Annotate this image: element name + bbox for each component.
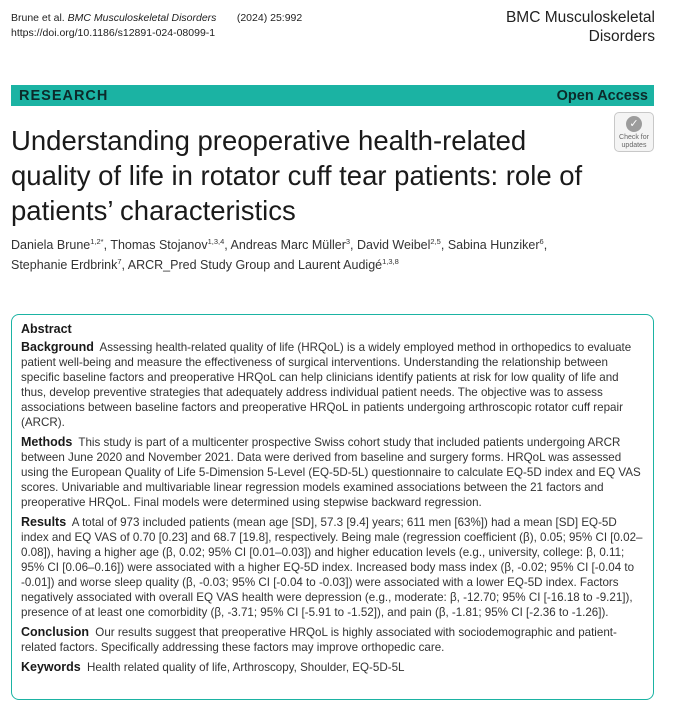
citation [11, 11, 302, 41]
author-affiliation: 1,2* [90, 237, 104, 246]
check-for-updates-button[interactable] [614, 112, 654, 152]
author[interactable]: Sabina Hunziker$^6$ [447, 237, 544, 252]
journal-name [506, 8, 655, 46]
author-list: Daniela Brune$^{1,2*}$, Thomas Stojanov$^{1,3,4}$, Andreas Marc Müller$^3$, David Weibel$^{2,5}$, Sabina Hunziker$^6$, Stephanie Erdbrink$^7$, ARCR_Pred Study Group and Laurent Audigé$^{1,3,8}$ [11, 237, 548, 272]
section-heading: Methods [21, 435, 73, 449]
abstract-conclusion [21, 625, 645, 655]
article-title: Understanding preoperative health-related quality of life in rotator cuff tear patients: role of patients’ characteristics [11, 125, 583, 226]
author[interactable]: David Weibel$^{2,5}$ [357, 237, 441, 252]
journal-name-line1: BMC Musculoskeletal [505, 9, 655, 26]
abstract-heading: Abstract [21, 322, 72, 336]
author-affiliation: 1,3,4 [207, 237, 225, 246]
section-heading: Background [21, 340, 94, 354]
section-text: Health related quality of life, Arthroscopy, Shoulder, EQ-5D-5L [86, 661, 405, 674]
author-affiliation: 3 [345, 237, 351, 246]
author[interactable]: Andreas Marc Müller$^3$ [230, 237, 351, 252]
abstract-results [21, 515, 645, 620]
citation-volume: (2024) 25:992 [236, 12, 303, 24]
doi-link[interactable]: https://doi.org/10.1186/s12891-024-08099-1 [11, 27, 216, 39]
check-for-updates-icon: ✓ [626, 116, 642, 132]
author-affiliation: 7 [117, 256, 122, 266]
abstract-background [21, 340, 645, 430]
abstract-box [11, 314, 654, 700]
abstract-methods [21, 435, 645, 510]
section-text: This study is part of a multicenter prospective Swiss cohort study that included patients undergoing ARCR between June 2020 and November 2021. Data were derived from baseline and surgery forms. HRQoL was assessed using the European Quality of Life 5-Dimension 5-Level (EQ-5D-5L) questionnaire to calculate EQ-5D index and EQ VAS scores. Univariable and multivariable linear regression models examined associations between the 21 factors and preoperative HRQoL. Final models were determined using stepwise backward regression. [21, 436, 641, 509]
citation-journal: BMC Musculoskeletal Disorders [67, 12, 217, 24]
section-text: A total of 973 included patients (mean age [SD], 57.3 [9.4] years; 611 men [63%]) had a mean [SD] EQ-5D index and EQ VAS of 0.70 [0.23] and 68.7 [19.8], respectively. Being male (regression coefficient (β), 0.05; 95% CI [0.02–0.08]), having a higher age (β, 0.02; 95% CI [0.01–0.03]) and higher education levels (e.g., university, college: β, 0.11; 95% CI [0.06–0.16]) were associated with a higher EQ-5D index. Increased body mass index (β, -0.02; 95% CI [-0.04 to -0.01]) and worse sleep quality (β, -0.03; 95% CI [-0.04 to -0.03]) were associated with a lower EQ-5D index. Factors negatively associated with overall EQ VAS health were depression (e.g., moderate: β, -12.70; 95% CI [-16.18 to -9.21]), presence of at least one comorbidity (β, -3.71; 95% CI [-5.91 to -1.52]), and pain (β, -1.81; 95% CI [-2.36 to -1.26]). [21, 516, 643, 619]
author-affiliation: 2,5 [430, 237, 441, 246]
research-banner [11, 85, 654, 106]
section-label: RESEARCH [19, 87, 109, 104]
abstract-keywords [21, 660, 645, 675]
check-for-updates-label: Check for updates [619, 134, 649, 149]
section-heading: Keywords [21, 660, 81, 674]
section-text: Our results suggest that preoperative HRQoL is highly associated with sociodemographic and patient-related factors. Specifically addressing these factors may improve orthopedic care. [21, 626, 617, 654]
author-affiliation: 6 [539, 237, 544, 246]
section-heading: Results [21, 515, 67, 529]
author[interactable]: Stephanie Erdbrink$^7$ [11, 256, 122, 272]
author[interactable]: Thomas Stojanov$^{1,3,4}$ [110, 237, 225, 252]
author[interactable]: ARCR_Pred Study Group and Laurent Audigé$^{1,3,8}$ [127, 256, 399, 272]
section-text: Assessing health-related quality of life (HRQoL) is a widely employed method in orthopedics to evaluate patient well-being and measure the effectiveness of surgical interventions. Understanding the relationship between specific baseline factors and preoperative HRQoL can help clinicians identify patients at risk for low quality of life and thus, develop preventive strategies that adequately address individual patient needs. The objective was to assess associations between baseline factors and preoperative HRQoL in patients undergoing arthroscopic rotator cuff repair (ARCR). [21, 341, 632, 429]
citation-line [11, 11, 302, 26]
author[interactable]: Daniela Brune$^{1,2*}$ [11, 237, 104, 252]
open-access-label: Open Access [556, 87, 648, 104]
section-heading: Conclusion [21, 625, 90, 639]
citation-authors: Brune et al. [11, 12, 65, 24]
author-affiliation: 1,3,8 [382, 256, 399, 266]
journal-name-line2: Disorders [588, 28, 655, 45]
